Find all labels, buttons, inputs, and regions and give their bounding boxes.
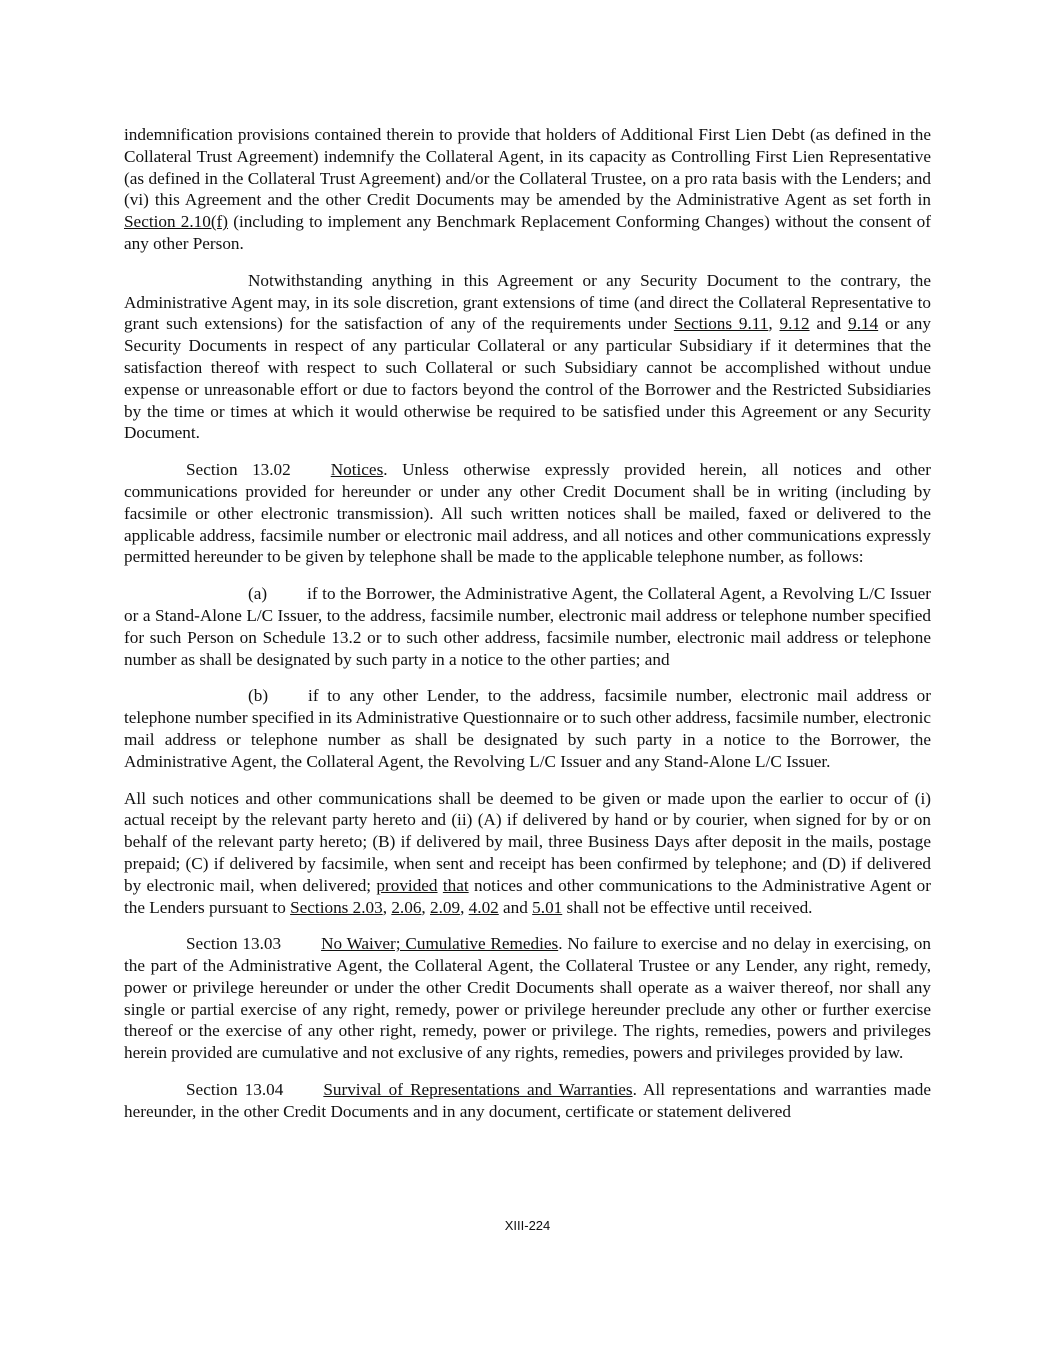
notice-item-b — [124, 685, 931, 772]
section-number: Section 13.03 — [186, 934, 282, 954]
section-number: Section 13.04 — [186, 1080, 284, 1100]
section-13-04-survival — [124, 1079, 931, 1123]
page-number: XIII-224 — [504, 1218, 551, 1233]
paragraph-text: notices and other communications to the Administrative Agent or the Lenders pursuant to — [124, 875, 932, 917]
emphasis-provided: provided — [376, 875, 438, 895]
section-reference: 9.12 — [779, 314, 810, 334]
section-reference: Sections 9.11 — [673, 314, 769, 334]
paragraph-notwithstanding — [124, 270, 931, 444]
section-title: No Waiver; Cumulative Remedies — [321, 934, 559, 954]
paragraph-text: Notwithstanding anything in this Agreement or any Security Document to the contrary, the Administrative Agent may, in its sole discretion, grant extensions of time (and direct the Collateral Representative to grant such extensions) for the satisfaction of any of the requirements under — [124, 270, 931, 334]
paragraph-indemnification — [124, 124, 931, 255]
section-reference: 2.06 — [391, 897, 422, 917]
section-title: Notices — [330, 460, 384, 480]
section-reference: 9.14 — [848, 314, 879, 334]
paragraph-text: (including to implement any Benchmark Replacement Conforming Changes) without the consent of any other Person. — [124, 212, 931, 253]
section-reference: 5.01 — [532, 897, 563, 917]
paragraph-text: if to any other Lender, to the address, facsimile number, electronic mail address or telephone number specified in its Administrative Questionnaire or to such other address, facsimile number, electronic mail address or telephone number as shall be designated by such party in a notice to the Borrower, the Administrative Agent, the Collateral Agent, the Revolving L/C Issuer and any Stand-Alone L/C Issuer. — [124, 686, 931, 771]
section-13-03-no-waiver — [124, 933, 931, 1064]
section-title: Survival of Representations and Warranties — [323, 1080, 633, 1100]
section-reference: 4.02 — [468, 897, 499, 917]
item-label: (a) — [248, 584, 268, 604]
paragraph-text: and — [809, 314, 849, 334]
paragraph-text: shall not be effective until received. — [562, 897, 813, 917]
paragraph-text: All such notices and other communications shall be deemed to be given or made upon the earlier to occur of (i) actual receipt by the relevant party hereto and (ii) (A) if delivered by hand or by courier, when signed for by or on behalf of the relevant party hereto; (B) if delivered by mail, three Business Days after deposit in the mails, postage prepaid; (C) if delivered by facsimile, when sent and receipt has been confirmed by telephone; and (D) if delivered by electronic mail, when delivered; — [124, 788, 931, 895]
paragraph-text: , — [768, 314, 780, 334]
paragraph-text: if to the Borrower, the Administrative Agent, the Collateral Agent, a Revolving L/C Issuer or a Stand-Alone L/C Issuer, to the address, facsimile number, electronic mail address or telephone number specified for such Person on Schedule 13.2 or to such other address, facsimile number, electronic mail address or telephone number as shall be designated by such party in a notice to the other parties; and — [124, 584, 931, 669]
paragraph-text: . No failure to exercise and no delay in exercising, on the part of the Administrative Agent, the Collateral Agent, the Collateral Trustee or any Lender, any right, remedy, power or privilege hereunder or under the other Credit Documents shall operate as a waiver thereof, nor shall any single or partial exercise of any right, remedy, power or privilege hereunder preclude any other or further exercise thereof or the exercise of any other right, remedy, power or privilege. The rights, remedies, powers and privileges herein provided are cumulative and not exclusive of any rights, remedies, powers and privileges provided by law. — [124, 934, 931, 1063]
paragraph-delivery-rules — [124, 788, 931, 919]
section-number: Section 13.02 — [186, 460, 291, 480]
emphasis-that: that — [442, 875, 469, 895]
paragraph-text: and — [498, 897, 533, 917]
paragraph-text: , — [421, 897, 430, 917]
document-page — [124, 124, 931, 1138]
paragraph-text: indemnification provisions contained therein to provide that holders of Additional First Lien Debt (as defined in the Collateral Trust Agreement) indemnify the Collateral Agent, in its capacity as Controlling First Lien Representative (as defined in the Collateral Trust Agreement) and/or the Collateral Trustee, on a pro rata basis with the Lenders; and (vi) this Agreement and the other Credit Documents may be amended by the Administrative Agent as set forth in — [124, 125, 931, 210]
notice-item-a — [124, 583, 931, 670]
section-reference: 2.09 — [430, 897, 461, 917]
section-reference: Section 2.10(f) — [124, 212, 229, 232]
section-13-02-notices — [124, 459, 931, 568]
paragraph-text: or any Security Documents in respect of any particular Collateral or any particular Subsidiary if it determines that the satisfaction thereof with respect to such Collateral or such Subsidiary cannot be accomplished without undue expense or unreasonable effort or due to factors beyond the control of the Borrower and the Restricted Subsidiaries by the time or times at which it would otherwise be required to be satisfied under this Agreement or any Security Document. — [124, 314, 931, 443]
section-reference: Sections 2.03 — [290, 897, 383, 917]
paragraph-text: , — [382, 897, 392, 917]
paragraph-text: . All representations and warranties made hereunder, in the other Credit Documents and in any document, certificate or statement delivered — [124, 1080, 931, 1121]
item-label: (b) — [248, 686, 269, 706]
paragraph-text: . Unless otherwise expressly provided herein, all notices and other communications provided for hereunder or under any other Credit Document shall be in writing (including by facsimile or other electronic transmission). All such written notices shall be mailed, faxed or delivered to the applicable address, facsimile number or electronic mail address, and all notices and other communications expressly permitted hereunder to be given by telephone shall be made to the applicable telephone number, as follows: — [124, 460, 931, 567]
paragraph-text: , — [460, 897, 469, 917]
